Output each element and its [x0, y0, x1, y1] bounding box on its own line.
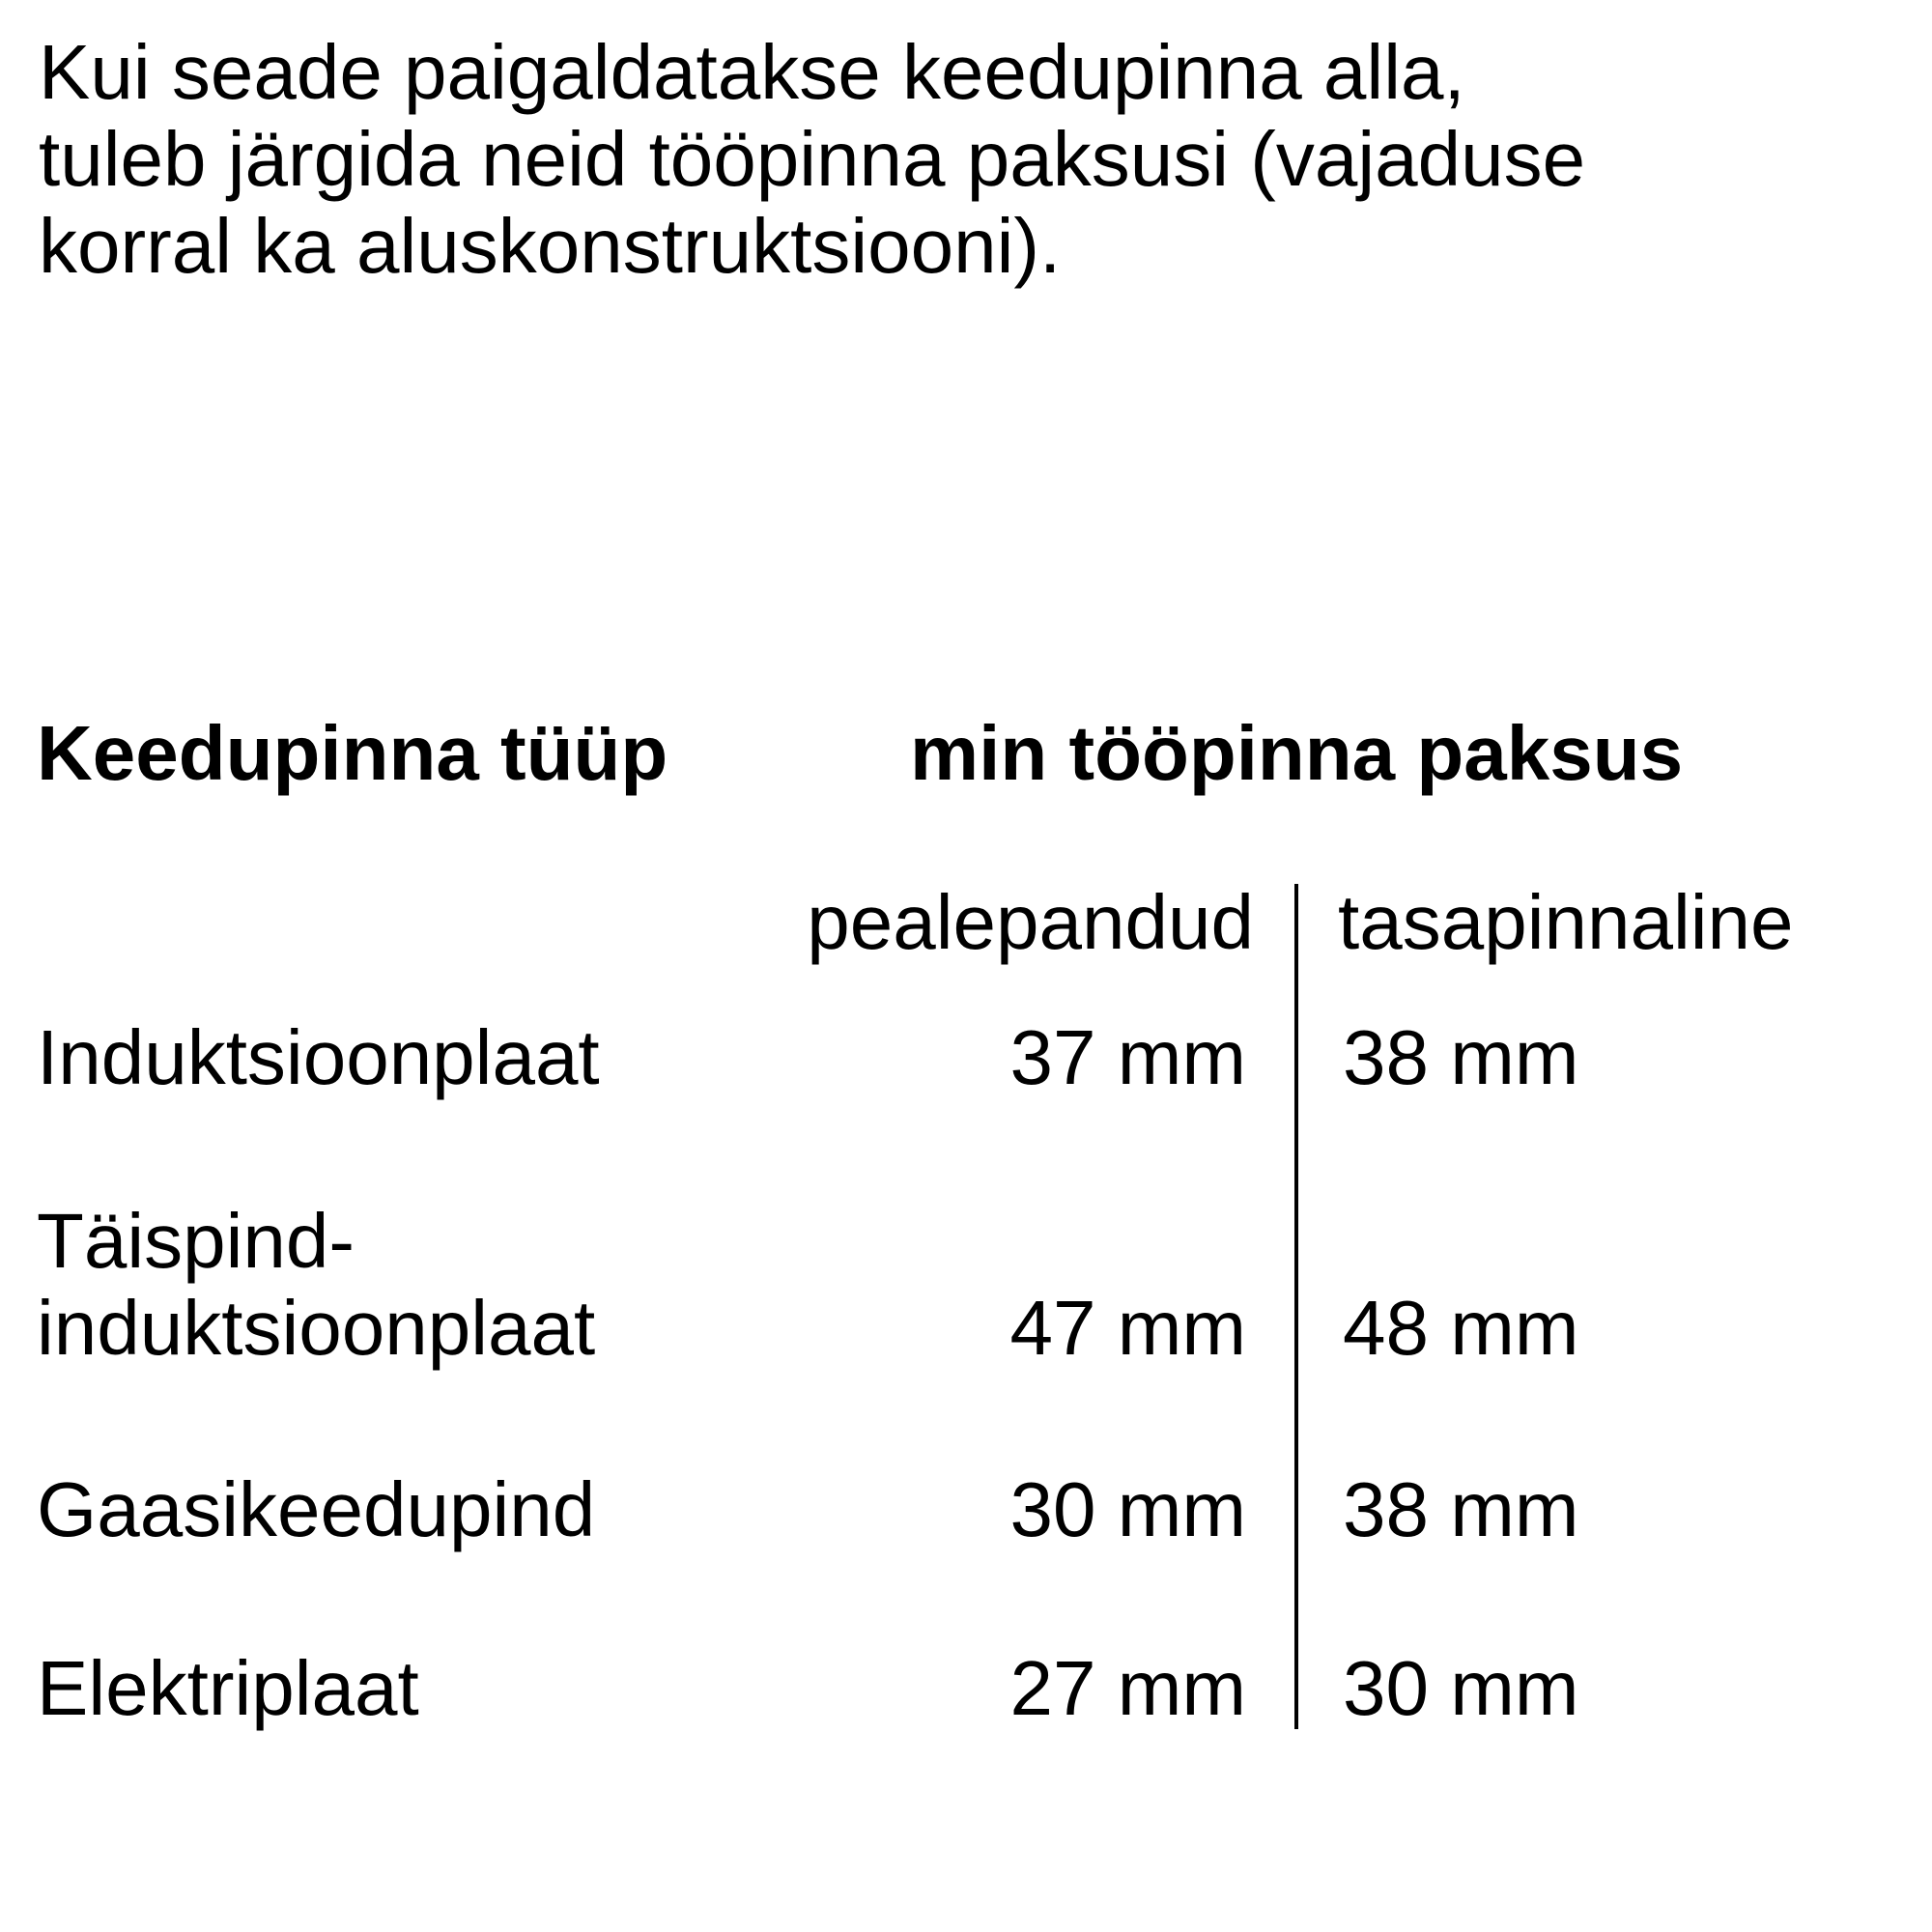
row-full-surface-induction-type: [37, 1198, 595, 1372]
row-type-label: Täispind-: [37, 1198, 355, 1284]
row-induction-overlaid: 37 mm: [1009, 1014, 1246, 1100]
row-type-label: Elektriplaat: [37, 1645, 419, 1731]
subheader-overlaid: pealepandud: [807, 879, 1254, 965]
row-type-label: Induktsioonplaat: [37, 1014, 600, 1100]
row-electric-hob-flush: 30 mm: [1343, 1645, 1579, 1731]
row-induction-flush: 38 mm: [1343, 1014, 1579, 1100]
row-type-label: Gaasikeedupind: [37, 1466, 596, 1552]
intro-line: Kui seade paigaldatakse keedupinna alla,: [39, 29, 1465, 115]
row-gas-hob-flush: 38 mm: [1343, 1466, 1579, 1552]
intro-line: tuleb järgida neid tööpinna paksusi (vajaduse: [39, 116, 1586, 202]
row-full-surface-induction-overlaid: 47 mm: [1009, 1285, 1246, 1371]
subheader-flush: tasapinnaline: [1338, 879, 1794, 965]
row-full-surface-induction-flush: 48 mm: [1343, 1285, 1579, 1371]
intro-paragraph: [39, 29, 1913, 290]
column-header-hob-type: Keedupinna tüüp: [37, 710, 668, 796]
column-header-min-thickness: min tööpinna paksus: [910, 710, 1684, 796]
row-induction-type: [37, 1014, 600, 1101]
column-divider: [1294, 884, 1298, 1729]
row-type-label: induktsioonplaat: [37, 1285, 596, 1371]
row-gas-hob-type: [37, 1466, 595, 1553]
intro-line: korral ka aluskonstruktsiooni).: [39, 203, 1062, 289]
row-gas-hob-overlaid: 30 mm: [1009, 1466, 1246, 1552]
row-electric-hob-type: [37, 1645, 419, 1732]
row-electric-hob-overlaid: 27 mm: [1009, 1645, 1246, 1731]
